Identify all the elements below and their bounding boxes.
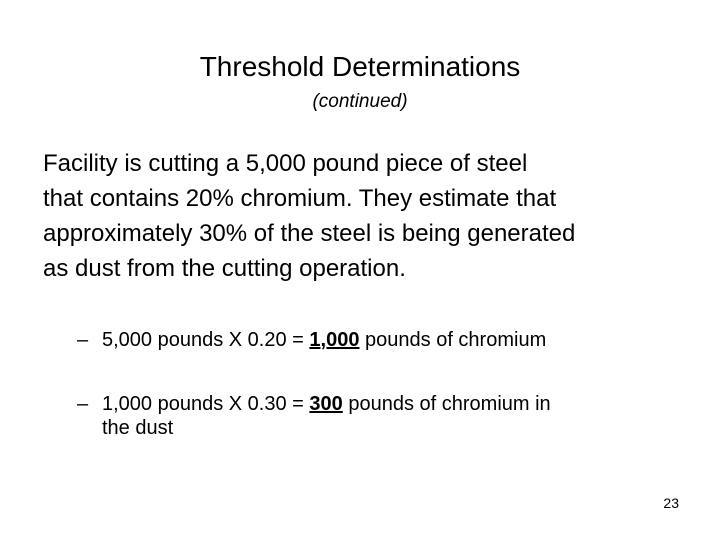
bullet-item-chromium-dust [77,392,667,440]
bullet-text [102,328,667,352]
body-line: as dust from the cutting operation. [43,255,406,282]
body-line: Facility is cutting a 5,000 pound piece of steel [43,150,528,177]
body-paragraph [43,146,683,286]
bullet-dash: – [77,329,89,351]
bullet-text-before: 5,000 pounds X 0.20 = [102,329,310,351]
bullet-emphasis-value: 300 [309,393,343,415]
body-line: approximately 30% of the steel is being generated [43,220,576,247]
bullet-line [102,392,667,416]
bullet-emphasis-value: 1,000 [309,329,360,351]
bullet-text-after: pounds of chromium [359,329,547,351]
bullet-continuation: the dust [102,417,174,439]
bullet-text-before: 1,000 pounds X 0.30 = [102,393,310,415]
body-line: that contains 20% chromium. They estimate that [43,185,557,212]
slide-title [0,49,720,85]
bullet-text-after: pounds of chromium in [342,393,551,415]
bullet-item-chromium-total [77,328,667,352]
bullet-text [102,392,667,440]
page-number: 23 [663,495,679,511]
slide-title-text: Threshold Determinations [199,51,521,82]
bullet-dash: – [77,393,89,415]
bullet-line [102,328,667,352]
slide-subtitle: (continued) [312,91,408,112]
